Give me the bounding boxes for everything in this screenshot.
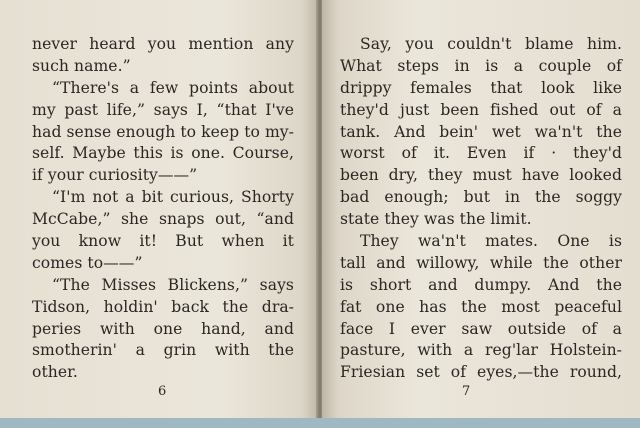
text-line: “The Misses Blickens,” says [52, 275, 294, 294]
text-line: bad enough; but in the soggy [340, 188, 622, 207]
text-line: never heard you mention any [32, 35, 294, 53]
text-line: my past life,” says I, “that I've [32, 100, 294, 119]
text-line: smotherin' a grin with the [32, 341, 294, 360]
left-page [0, 0, 318, 428]
left-page-number: 6 [158, 384, 167, 399]
text-line: “I'm not a bit curious, Shorty [52, 188, 294, 207]
text-line: you know it! But when it [32, 232, 294, 251]
text-line: fat one has the most peaceful [340, 297, 622, 316]
text-line: been dry, they must have looked [340, 166, 622, 185]
text-line: face I ever saw outside of a [340, 319, 622, 338]
text-line: they'd just been fished out of a [340, 100, 622, 119]
text-line: state they was the limit. [340, 210, 532, 229]
text-line: other. [32, 363, 78, 382]
text-line: McCabe,” she snaps out, “and [32, 210, 294, 229]
right-page [322, 0, 640, 428]
left-page-text [32, 34, 294, 384]
text-line: pasture, with a reg'lar Holstein- [340, 341, 622, 360]
text-line: They wa'n't mates. One is [360, 232, 622, 251]
text-line: is short and dumpy. And the [340, 275, 622, 294]
text-line: had sense enough to keep to my- [32, 122, 294, 141]
right-page-text [340, 34, 622, 384]
right-page-number: 7 [462, 384, 471, 399]
text-line: What steps in is a couple of [340, 56, 622, 75]
text-line: Say, you couldn't blame him. [360, 35, 622, 53]
text-line: if your curiosity——” [32, 166, 198, 185]
text-line: self. Maybe this is one. Course, [32, 144, 294, 163]
background-edge [0, 418, 640, 428]
text-line: “There's a few points about [52, 78, 294, 97]
text-line: comes to——” [32, 253, 143, 272]
text-line: Friesian set of eyes,—the round, [340, 363, 622, 382]
text-line: drippy females that look like [340, 78, 622, 97]
text-line: tank. And bein' wet wa'n't the [340, 122, 622, 141]
text-line: such name.” [32, 56, 131, 75]
text-line: worst of it. Even if · they'd [340, 144, 622, 163]
text-line: tall and willowy, while the other [340, 253, 622, 272]
text-line: peries with one hand, and [32, 319, 294, 338]
text-line: Tidson, holdin' back the dra- [32, 297, 294, 316]
